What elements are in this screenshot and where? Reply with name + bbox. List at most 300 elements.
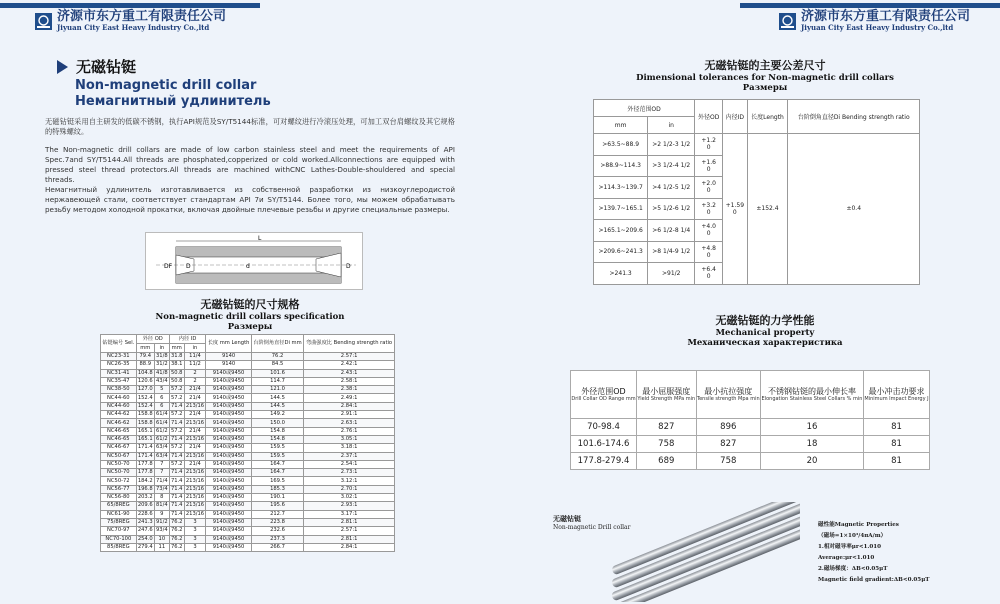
col-id: 内径 ID (169, 335, 206, 344)
col-od-mm: mm (136, 344, 154, 353)
col-id-in: in (184, 344, 206, 353)
table-cell: 2.93:1 (304, 502, 395, 510)
mech-title-cn: 无磁钻铤的力学性能 (715, 314, 815, 327)
table-cell: 9140或9450 (206, 386, 252, 394)
table-cell: 61/2 (156, 436, 168, 443)
table-cell: 184.2 (137, 477, 153, 484)
magnetic-title: 磁性能Magnetic Properties (818, 522, 899, 528)
table-cell: 101.6 (251, 369, 303, 377)
col-in: in (648, 117, 695, 134)
col-od-range: 外径范围OD (594, 100, 695, 117)
col-length: 长度Length (747, 100, 788, 134)
table-cell: 3.18:1 (304, 444, 395, 452)
table-cell: 2.58:1 (304, 377, 395, 385)
table-cell: 81/4 (156, 502, 168, 509)
table-cell: 57.2 (170, 427, 183, 434)
table-cell: 213/16 (185, 477, 205, 484)
title-ru: Немагнитный удлинитель (75, 94, 271, 109)
table-cell: 61/2 (156, 427, 168, 434)
table-cell: 144.5 (251, 394, 303, 402)
merged-cell-length-val: ±152.4 (747, 134, 788, 285)
table-cell: 71.4 (170, 485, 183, 492)
mech-header-en: Drill Collar OD Range mm (571, 396, 636, 402)
table-cell: +6.4 0 (695, 263, 723, 285)
table-cell: >6 1/2-8 1/4 (648, 220, 695, 242)
spec-table-title (100, 296, 400, 332)
table-cell: 144.5 (251, 402, 303, 410)
table-cell: 71.4 (170, 510, 183, 517)
right-page (500, 0, 1000, 604)
description-en: The Non-magnetic drill collars are made of low carbon stainless steel and meet the requirements of API Spec.7and SY/T5144.All threads are phosphated,copperized or cold worked.Allconnections are equipped with pressed steel thread protectors.All threads are machined withCNC Lathes-Double-shouldered and special threads. (45, 145, 455, 184)
table-cell: 9140或9450 (206, 527, 252, 535)
table-cell: 177.8 (137, 461, 153, 467)
table-cell: 213/16 (185, 469, 205, 476)
table-cell: 152.4 (137, 394, 153, 401)
table-cell: 9140或9450 (206, 444, 252, 452)
table-cell: 71.4 (170, 436, 183, 443)
magnetic-line-1: （磁场=1×10³/4πA/m） (818, 533, 887, 539)
table-cell: NC44-62 (101, 411, 137, 419)
table-row (101, 469, 395, 477)
mech-header-en: Minimum Impact Energy J (864, 396, 929, 402)
table-row (101, 494, 395, 502)
spec-title-ru: Размеры (227, 322, 273, 332)
table-cell: 9140或9450 (206, 411, 252, 419)
table-cell: 50.8 (170, 369, 183, 376)
table-cell: NC50-70 (101, 460, 137, 468)
table-cell: 2.43:1 (304, 369, 395, 377)
company-name-en: Jiyuan City East Heavy Industry Co.,ltd (800, 23, 954, 32)
table-cell: 2.81:1 (304, 518, 395, 526)
table-cell: 21/4 (184, 460, 206, 468)
title-en: Non-magnetic drill collar (75, 78, 257, 93)
table-cell: 164.7 (251, 460, 303, 468)
table-cell: NC31-41 (101, 369, 137, 377)
table-cell: 154.8 (251, 435, 303, 443)
table-cell: >91/2 (648, 263, 695, 285)
mech-header-cn: 不锈钢钻铤的最小伸长率 (768, 387, 856, 396)
magnetic-line-5: Magnetic field gradient:ΔB<0.05μT (818, 577, 930, 583)
table-cell: >4 1/2-5 1/2 (648, 177, 695, 199)
table-row (101, 518, 395, 526)
bore-label: d (246, 263, 250, 270)
diameter-label: D (186, 263, 191, 270)
table-cell: 237.3 (251, 535, 303, 543)
table-row (101, 394, 395, 402)
table-cell: >114.3~139.7 (594, 177, 648, 199)
table-cell: 9140或9450 (206, 502, 252, 510)
top-accent-bar (740, 3, 1000, 8)
table-cell: 101.6-174.6 (571, 436, 637, 453)
table-cell: 2.84:1 (304, 402, 395, 410)
table-cell: 9140或9450 (206, 377, 252, 385)
table-cell: 11/4 (184, 353, 206, 361)
company-brand-right (779, 10, 970, 32)
table-cell: 63/4 (156, 444, 168, 451)
table-row (101, 411, 395, 419)
table-row (101, 419, 395, 427)
company-name-en: Jiyuan City East Heavy Industry Co.,ltd (57, 23, 210, 32)
top-accent-bar (0, 3, 260, 8)
table-cell: 63/4 (156, 452, 168, 459)
table-cell: 121.0 (251, 386, 303, 394)
table-cell: 38.1 (170, 361, 183, 368)
table-cell: 152.4 (137, 402, 153, 409)
table-cell: 71.4 (170, 494, 183, 501)
table-cell: 171.4 (137, 452, 153, 459)
table-cell: NC61-90 (101, 510, 137, 518)
table-cell: 71/4 (156, 477, 168, 484)
table-cell: 159.5 (251, 444, 303, 452)
col-od-in: in (154, 344, 169, 353)
magnetic-line-4: 2.磁场梯度：ΔB<0.05μT (818, 566, 888, 572)
od-label: D (346, 263, 351, 270)
length-label: L (258, 235, 262, 242)
table-cell: 171.4 (137, 444, 153, 451)
mech-title-ru: Механическая характеристика (687, 338, 843, 348)
table-cell: 93/4 (156, 527, 168, 534)
mech-header-cn: 最小屈服强度 (642, 387, 691, 396)
table-row (571, 453, 930, 470)
table-cell: 209.6 (137, 502, 153, 509)
table-cell: 213/16 (185, 436, 205, 443)
table-cell: NC46-67 (101, 444, 137, 452)
tol-title-ru: Размеры (742, 83, 788, 93)
table-cell: 2.38:1 (304, 386, 395, 394)
table-cell: 57.2 (170, 411, 183, 418)
table-cell: 2.76:1 (304, 427, 395, 435)
table-cell: 241.3 (137, 519, 153, 526)
table-cell: 213/16 (185, 402, 205, 409)
table-cell: NC50-70 (101, 469, 137, 477)
table-cell: 213/16 (185, 502, 205, 509)
table-cell: 2.57:1 (304, 353, 395, 361)
table-cell: 9140或9450 (206, 477, 252, 485)
mech-header-en: Tensile strength Mpa min (696, 396, 760, 402)
table-cell: 81 (864, 419, 930, 436)
table-cell: 266.7 (251, 543, 303, 551)
table-cell: 3.02:1 (304, 494, 395, 502)
table-cell: 11/2 (184, 361, 206, 369)
table-cell: NC56-80 (101, 494, 137, 502)
table-cell: 2.63:1 (304, 419, 395, 427)
table-cell: 2 (184, 377, 206, 385)
table-cell: 120.6 (137, 378, 153, 385)
col-length: 长度 mm Length (206, 335, 252, 353)
table-cell: >241.3 (594, 263, 648, 285)
table-cell: 9140或9450 (206, 469, 252, 477)
table-row (571, 419, 930, 436)
table-row (101, 369, 395, 377)
table-cell: 21/4 (184, 427, 206, 435)
table-cell: 21/4 (184, 444, 206, 452)
table-cell: 18 (760, 436, 863, 453)
table-cell: >88.9~114.3 (594, 155, 648, 177)
table-cell: 169.5 (251, 477, 303, 485)
table-cell: 158.8 (137, 419, 153, 426)
table-cell: 177.8-279.4 (571, 453, 637, 470)
table-row (101, 444, 395, 452)
table-cell: 9140或9450 (206, 435, 252, 443)
mechanical-table (570, 370, 930, 470)
table-cell: 50.8 (170, 378, 183, 385)
table-cell: 9140或9450 (206, 485, 252, 493)
table-cell: 70-98.4 (571, 419, 637, 436)
table-cell: 61/4 (156, 411, 168, 418)
section-title (57, 56, 136, 77)
drill-collar-drawing (145, 232, 363, 290)
table-cell: 9140或9450 (206, 427, 252, 435)
table-cell: >5 1/2-6 1/2 (648, 198, 695, 220)
table-cell: >165.1~209.6 (594, 220, 648, 242)
table-cell: 2.84:1 (304, 543, 395, 551)
table-cell: 84.5 (251, 361, 303, 369)
mech-header (637, 371, 697, 419)
table-cell: 9140或9450 (206, 460, 252, 468)
table-cell: 9140或9450 (206, 535, 252, 543)
table-row (101, 527, 395, 535)
table-cell: 158.8 (137, 411, 153, 418)
col-ratio: 弯曲强度比 Bending strength ratio (304, 335, 395, 353)
table-cell: 76.2 (170, 519, 183, 526)
table-cell: 3 (184, 527, 206, 535)
table-cell: 2.57:1 (304, 527, 395, 535)
table-cell: 9140或9450 (206, 518, 252, 526)
table-cell: 9 (154, 510, 169, 518)
table-cell: +1.6 0 (695, 155, 723, 177)
table-cell: 9140或9450 (206, 419, 252, 427)
table-cell: 9140或9450 (206, 452, 252, 460)
mech-header (696, 371, 760, 419)
company-logo-icon (779, 13, 796, 30)
company-brand (35, 10, 226, 32)
table-cell: 2 (184, 369, 206, 377)
table-cell: 3.17:1 (304, 510, 395, 518)
table-cell: 127.0 (137, 386, 153, 393)
table-cell: 57.2 (170, 394, 183, 401)
photo-caption-cn: 无磁钻铤 (553, 514, 581, 523)
table-cell: 9140 (206, 361, 252, 369)
mech-header (864, 371, 930, 419)
mech-header (571, 371, 637, 419)
table-cell: 9140 (206, 353, 252, 361)
description-cn: 无磁钻铤采用自主研发的低碳不锈钢，执行API规范及SY/T5144标准，可对螺纹进行冷滚压处理，可加工双台肩螺纹及其它规格的特殊螺纹。 (45, 117, 455, 136)
table-cell: 71.4 (170, 452, 183, 459)
table-row (101, 510, 395, 518)
table-cell: 104.8 (137, 369, 153, 376)
company-logo-icon (35, 13, 52, 30)
mech-header (760, 371, 863, 419)
table-cell: 159.5 (251, 452, 303, 460)
table-cell: >8 1/4-9 1/2 (648, 241, 695, 263)
col-bore: 台阶倒角直径Di mm (251, 335, 303, 353)
table-cell: >3 1/2-4 1/2 (648, 155, 695, 177)
table-cell: 9140或9450 (206, 394, 252, 402)
table-cell: NC56-77 (101, 485, 137, 493)
table-cell: >2 1/2-3 1/2 (648, 134, 695, 156)
table-cell: 21/4 (184, 386, 206, 394)
table-row (101, 460, 395, 468)
table-cell: 71.4 (170, 402, 183, 409)
tolerance-table-title (600, 57, 930, 93)
col-sel: 钻铤编号 Sel. (101, 335, 137, 353)
table-cell: 71.4 (170, 469, 183, 476)
table-cell: 758 (696, 453, 760, 470)
mech-title-en: Mechanical property (715, 328, 815, 338)
table-cell: 16 (760, 419, 863, 436)
table-cell: 81 (864, 436, 930, 453)
table-cell: 2.91:1 (304, 411, 395, 419)
spec-title-en: Non-magnetic drill collars specification (155, 312, 345, 322)
spec-table (100, 334, 395, 552)
table-cell: 10 (154, 535, 169, 543)
table-cell: 247.6 (137, 527, 153, 534)
table-cell: 79.4 (136, 353, 154, 361)
table-cell: 57.2 (170, 386, 183, 393)
table-row (101, 361, 395, 369)
table-cell: 213/16 (185, 510, 205, 517)
table-cell: NC35-47 (101, 377, 137, 385)
mech-header-cn: 外径范围OD (581, 387, 626, 396)
table-cell: 41/8 (156, 369, 168, 376)
df-label: DF (164, 263, 173, 270)
table-cell: +4.0 0 (695, 220, 723, 242)
table-cell: 2.54:1 (304, 460, 395, 468)
table-cell: 689 (637, 453, 697, 470)
table-cell: 164.7 (251, 469, 303, 477)
table-cell: 196.8 (137, 485, 153, 492)
table-row (101, 386, 395, 394)
table-cell: 57.2 (170, 461, 183, 467)
tol-title-en: Dimensional tolerances for Non-magnetic drill collars (636, 73, 894, 83)
table-cell: +4.8 0 (695, 241, 723, 263)
photo-caption-en: Non-magnetic Drill collar (553, 524, 631, 531)
table-cell: 212.7 (251, 510, 303, 518)
table-cell: 21/4 (184, 411, 206, 419)
table-cell: 2.73:1 (304, 469, 395, 477)
col-od: 外径 OD (136, 335, 169, 344)
table-cell: 91/2 (156, 519, 168, 526)
table-cell: 2.37:1 (304, 452, 395, 460)
triangle-bullet-icon (57, 60, 68, 74)
tol-title-cn: 无磁钻铤的主要公差尺寸 (704, 59, 826, 72)
table-cell: 213/16 (185, 485, 205, 492)
table-cell: 65/8REG (101, 502, 137, 510)
table-cell: 6 (154, 402, 169, 410)
table-cell: NC23-31 (101, 353, 137, 361)
mech-header-en: Yield Strength MPa min (637, 396, 696, 402)
table-cell: +2.0 0 (695, 177, 723, 199)
table-cell: NC46-65 (101, 427, 137, 435)
table-cell: 213/16 (185, 419, 205, 426)
table-cell: 57.2 (170, 444, 183, 451)
table-cell: 7 (154, 460, 169, 468)
mech-table-title (600, 312, 930, 348)
col-mm: mm (594, 117, 648, 134)
table-cell: NC46-62 (101, 419, 137, 427)
table-cell: 2.81:1 (304, 535, 395, 543)
table-cell: NC46-65 (101, 435, 137, 443)
table-cell: 3.05:1 (304, 435, 395, 443)
table-cell: 20 (760, 453, 863, 470)
table-cell: >209.6~241.3 (594, 241, 648, 263)
table-cell: 195.6 (251, 502, 303, 510)
table-cell: 114.7 (251, 377, 303, 385)
tolerance-table (593, 99, 920, 285)
table-cell: 213/16 (185, 494, 205, 501)
photo-caption (553, 514, 630, 531)
table-row (101, 543, 395, 551)
table-cell: 758 (637, 436, 697, 453)
col-id-mm: mm (169, 344, 184, 353)
company-name-cn: 济源市东方重工有限责任公司 (57, 9, 227, 24)
table-cell: 85/8REG (101, 543, 137, 551)
table-cell: 31/2 (156, 361, 168, 368)
table-cell: 6 (154, 394, 169, 402)
table-cell: 11 (154, 543, 169, 551)
table-cell: >63.5~88.9 (594, 134, 648, 156)
table-cell: 232.6 (251, 527, 303, 535)
table-cell: 3 (184, 535, 206, 543)
table-cell: 896 (696, 419, 760, 436)
table-cell: 223.8 (251, 518, 303, 526)
mech-header-cn: 最小冲击功要求 (868, 387, 925, 396)
table-cell: +1.2 0 (695, 134, 723, 156)
table-cell: +3.2 0 (695, 198, 723, 220)
description-ru: Немагнитный удлинитель изготавливается из собственной разработки из низкоуглеродистой нержавеющей стали, соответствует стандартам API 7и SY/T5144. Более того, мы можем обрабатывать резьбу методом холодной прокатки, включая двойные плечевые резьбы и другие специальные размеры. (45, 185, 455, 214)
table-cell: 9140或9450 (206, 369, 252, 377)
table-cell: 71.4 (170, 419, 183, 426)
table-cell: 75/8REG (101, 518, 137, 526)
table-cell: 76.2 (170, 527, 183, 534)
table-cell: 88.9 (136, 361, 154, 369)
table-cell: 827 (696, 436, 760, 453)
table-cell: 203.2 (137, 494, 153, 501)
magnetic-line-2: 1.相对磁导率μr<1.010 (818, 544, 882, 550)
table-row (101, 402, 395, 410)
table-cell: 7 (154, 469, 169, 477)
table-row (101, 427, 395, 435)
magnetic-line-3: Average:μr<1.010 (818, 555, 875, 561)
col-id: 内径ID (723, 100, 747, 134)
table-row (101, 377, 395, 385)
table-cell: 31/8 (156, 353, 168, 360)
table-cell: NC38-50 (101, 386, 137, 394)
table-cell: 3 (184, 543, 206, 551)
table-row (101, 435, 395, 443)
table-cell: NC50-72 (101, 477, 137, 485)
table-cell: 76.2 (251, 353, 303, 361)
table-cell: NC44-60 (101, 402, 137, 410)
table-cell: 71.4 (170, 502, 183, 509)
table-cell: NC70-100 (101, 535, 137, 543)
title-cn: 无磁钻铤 (76, 58, 137, 76)
table-cell: 5 (154, 386, 169, 394)
table-cell: 9140或9450 (206, 543, 252, 551)
table-cell: 165.1 (137, 436, 153, 443)
table-cell: 61/4 (156, 419, 168, 426)
table-row (101, 353, 395, 361)
table-cell: 150.0 (251, 419, 303, 427)
table-row (594, 134, 920, 156)
table-row (101, 477, 395, 485)
table-cell: 185.3 (251, 485, 303, 493)
col-bend: 台阶倒角直径Di Bending strength ratio (788, 100, 920, 134)
table-cell: 2.49:1 (304, 394, 395, 402)
col-od: 外径OD (695, 100, 723, 134)
table-cell: 190.1 (251, 494, 303, 502)
table-cell: 154.8 (251, 427, 303, 435)
